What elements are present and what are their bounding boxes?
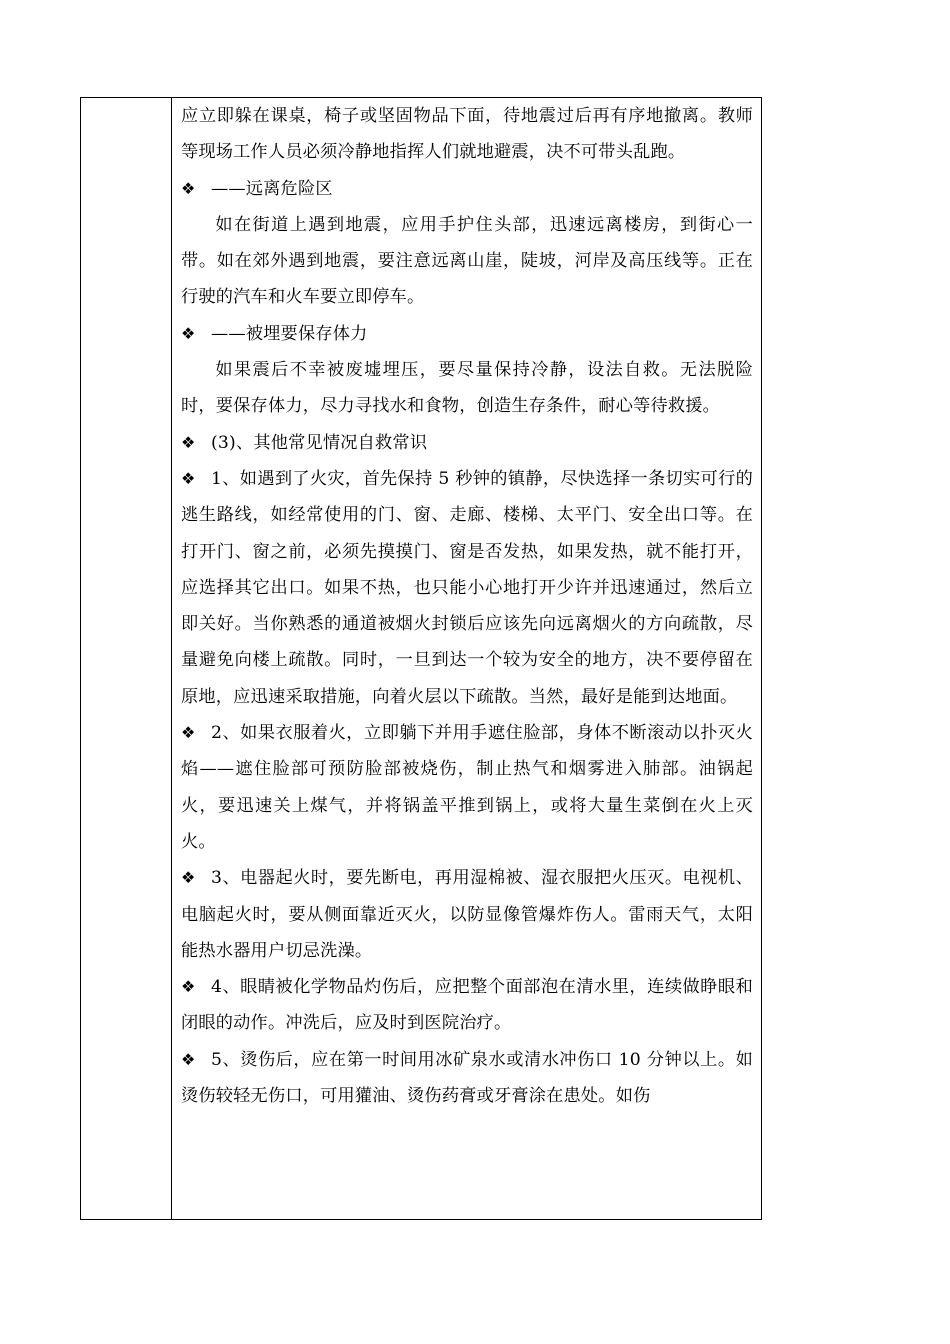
diamond-bullet-icon: ❖ xyxy=(181,977,196,997)
heading-text: ——被埋要保存体力 xyxy=(211,323,368,344)
diamond-bullet-icon: ❖ xyxy=(181,178,196,198)
document-table xyxy=(80,97,762,1220)
item-text: 2、如果衣服着火，立即躺下并用手遮住脸部，身体不断滚动以扑灭火焰——遮住脸部可预防脸部被烧伤，制止热气和烟雾进入肺部。油锅起火，要迅速关上煤气，并将锅盖平推到锅上，或将大量生菜倒在火上灭火。 xyxy=(181,723,753,852)
item-text: 4、眼睛被化学物品灼伤后，应把整个面部泡在清水里，连续做睁眼和闭眼的动作。冲洗后，应及时到医院治疗。 xyxy=(181,977,753,1034)
diamond-bullet-icon: ❖ xyxy=(181,468,196,488)
bullet-heading xyxy=(181,171,753,207)
heading-text: (3)、其他常见情况自救常识 xyxy=(211,432,428,453)
bullet-item xyxy=(181,860,753,969)
paragraph xyxy=(181,98,753,171)
paragraph-text: 如果震后不幸被废墟埋压，要尽量保持冷静，设法自救。无法脱险时，要保存体力，尽力寻找水和食物，创造生存条件，耐心等待救援。 xyxy=(181,360,753,417)
item-text: 5、烫伤后，应在第一时间用冰矿泉水或清水冲伤口 10 分钟以上。如烫伤较轻无伤口，可用獾油、烫伤药膏或牙膏涂在患处。如伤 xyxy=(181,1049,753,1107)
bullet-heading xyxy=(181,316,753,352)
item-text: 1、如遇到了火灾，首先保持 5 秒钟的镇静，尽快选择一条切实可行的逃生路线，如经常使用的门、窗、走廊、楼梯、太平门、安全出口等。在打开门、窗之前，必须先摸摸门、窗是否发热，如果发热，就不能打开，应选择其它出口。如果不热，也只能小心地打开少许并迅速通过，然后立即关好。当你熟悉的通道被烟火封锁后应该先向远离烟火的方向疏散，尽量避免向楼上疏散。同时，一旦到达一个较为安全的地方，决不要停留在原地，应迅速采取措施，向着火层以下疏散。当然，最好是能到达地面。 xyxy=(181,468,753,707)
paragraph xyxy=(181,207,753,316)
bullet-item xyxy=(181,1042,753,1115)
diamond-bullet-icon: ❖ xyxy=(181,1049,196,1069)
diamond-bullet-icon: ❖ xyxy=(181,868,196,888)
bullet-item xyxy=(181,969,753,1042)
diamond-bullet-icon: ❖ xyxy=(181,432,196,452)
heading-text: ——远离危险区 xyxy=(211,178,333,199)
diamond-bullet-icon: ❖ xyxy=(181,723,196,743)
bullet-item xyxy=(181,715,753,860)
diamond-bullet-icon: ❖ xyxy=(181,323,196,343)
paragraph-text: 如在街道上遇到地震，应用手护住头部，迅速远离楼房，到街心一带。如在郊外遇到地震，要注意远离山崖，陡坡，河岸及高压线等。正在行驶的汽车和火车要立即停车。 xyxy=(181,214,753,308)
table-row xyxy=(81,98,762,1220)
bullet-heading xyxy=(181,425,753,461)
bullet-item xyxy=(181,461,753,715)
item-text: 3、电器起火时，要先断电，再用湿棉被、湿衣服把火压灭。电视机、电脑起火时，要从侧面靠近灭火，以防显像管爆炸伤人。雷雨天气，太阳能热水器用户切忌洗澡。 xyxy=(181,868,753,961)
content-cell xyxy=(172,98,762,1220)
label-cell xyxy=(81,98,172,1220)
paragraph-text: 应立即躲在课桌，椅子或坚固物品下面，待地震过后再有序地撤离。教师等现场工作人员必须冷静地指挥人们就地避震，决不可带头乱跑。 xyxy=(181,106,753,163)
content-body xyxy=(181,98,753,1114)
paragraph xyxy=(181,352,753,425)
